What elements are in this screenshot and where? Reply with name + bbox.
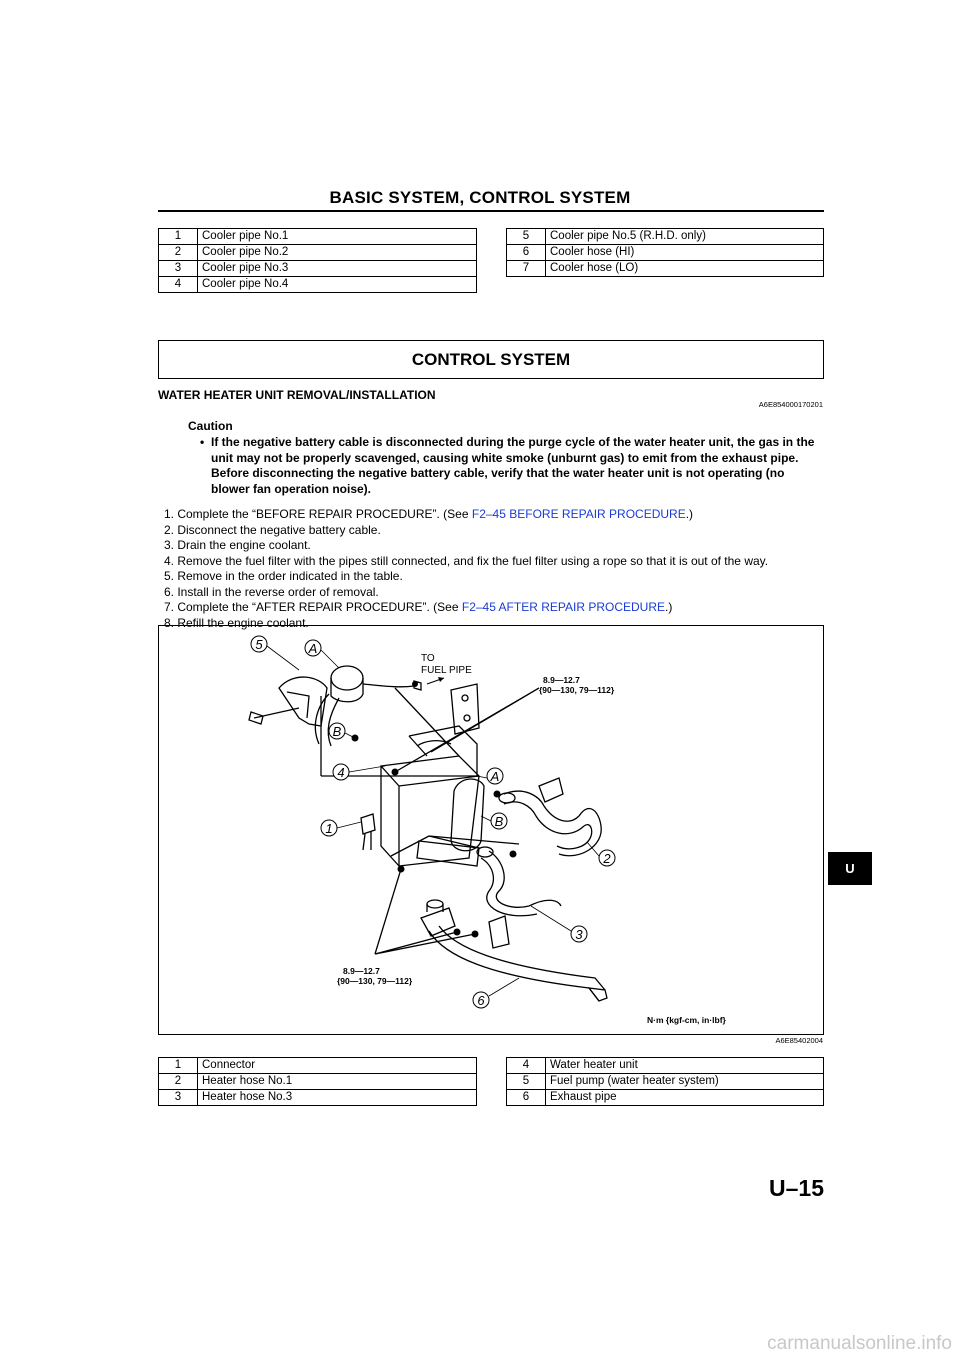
- table-cell-num: 5: [507, 1074, 546, 1090]
- table-cell-num: 5: [507, 229, 546, 245]
- table-row: [159, 1090, 477, 1106]
- table-cell-num: 1: [159, 1058, 198, 1074]
- torque-bottom-1: 8.9—12.7: [343, 966, 380, 976]
- table-row: [507, 1074, 824, 1090]
- table-cell-name: Heater hose No.3: [198, 1090, 477, 1106]
- page-header-title: BASIC SYSTEM, CONTROL SYSTEM: [329, 188, 631, 207]
- table-cell-name: Exhaust pipe: [546, 1090, 824, 1106]
- table-cell-name: Cooler hose (HI): [546, 245, 824, 261]
- table-cell-name: Water heater unit: [546, 1058, 824, 1074]
- units-label: N·m {kgf-cm, in·lbf}: [647, 1015, 726, 1025]
- page-number: U–15: [769, 1175, 824, 1201]
- table-cell-num: 6: [507, 1090, 546, 1106]
- section-side-tab: U: [828, 852, 872, 885]
- callout-B-left: [329, 723, 345, 739]
- link-before-repair[interactable]: F2–45 BEFORE REPAIR PROCEDURE: [471, 507, 686, 521]
- svg-text:A: A: [490, 769, 500, 784]
- table-cell-num: 4: [159, 277, 198, 293]
- callout-5: [251, 636, 267, 652]
- fuel-pump: [331, 666, 363, 690]
- parts-table-top-left: [158, 228, 477, 293]
- table-cell-name: Heater hose No.1: [198, 1074, 477, 1090]
- table-cell-name: Cooler pipe No.1: [198, 229, 477, 245]
- fuel-pump-bracket: [279, 677, 327, 726]
- callout-3: [571, 926, 587, 942]
- water-heater-diagram: [159, 626, 823, 1034]
- list-item: 7. Complete the “AFTER REPAIR PROCEDURE”. (See F2–45 AFTER REPAIR PROCEDURE.): [164, 600, 673, 614]
- svg-text:6: 6: [477, 993, 485, 1008]
- table-row: [159, 261, 477, 277]
- svg-text:1: 1: [325, 821, 333, 836]
- bullet: •: [200, 435, 205, 449]
- procedure-steps: [164, 507, 824, 631]
- callout-B-right: [491, 813, 507, 829]
- caution-heading: Caution: [188, 419, 233, 433]
- svg-text:B: B: [494, 814, 504, 829]
- table-row: [507, 261, 824, 277]
- heater-hose-no1: [504, 791, 579, 821]
- table-cell-name: Cooler pipe No.3: [198, 261, 477, 277]
- list-item: 2. Disconnect the negative battery cable.: [164, 522, 381, 537]
- parts-table-bottom-left: [158, 1057, 477, 1106]
- svg-text:5: 5: [255, 637, 263, 652]
- figure-code: A6E85402004: [775, 1036, 823, 1045]
- section-banner: CONTROL SYSTEM: [158, 340, 824, 379]
- list-item: 6. Install in the reverse order of removal.: [164, 584, 379, 599]
- callout-4: [333, 764, 349, 780]
- parts-table-top-right: [506, 228, 824, 277]
- table-cell-num: 3: [159, 1090, 198, 1106]
- svg-text:2: 2: [603, 851, 611, 866]
- list-item: 5. Remove in the order indicated in the table.: [164, 569, 403, 583]
- table-row: [507, 1090, 824, 1106]
- callout-6: [473, 992, 489, 1008]
- list-item: 1. Complete the “BEFORE REPAIR PROCEDURE”. (See F2–45 BEFORE REPAIR PROCEDURE.): [164, 507, 694, 521]
- link-after-repair[interactable]: F2–45 AFTER REPAIR PROCEDURE: [461, 600, 666, 614]
- table-cell-name: Cooler hose (LO): [546, 261, 824, 277]
- table-cell-name: Cooler pipe No.2: [198, 245, 477, 261]
- callout-1: [321, 820, 337, 836]
- callout-A-right: [487, 768, 503, 784]
- table-row: [507, 245, 824, 261]
- table-cell-num: 6: [507, 245, 546, 261]
- torque-top-2: {90—130, 79—112}: [539, 685, 615, 695]
- table-cell-num: 7: [507, 261, 546, 277]
- to-fuel-pipe-label-1: TO: [421, 653, 435, 664]
- heater-hose-no3: [489, 851, 529, 907]
- header-rule: [158, 210, 824, 212]
- to-fuel-pipe-label-2: FUEL PIPE: [421, 665, 472, 676]
- table-cell-name: Connector: [198, 1058, 477, 1074]
- exploded-view-figure: [158, 625, 824, 1035]
- section-code: A6E854000170201: [758, 400, 823, 409]
- list-item: 8. Refill the engine coolant.: [164, 615, 309, 630]
- table-cell-num: 4: [507, 1058, 546, 1074]
- table-row: [507, 229, 824, 245]
- svg-text:4: 4: [337, 765, 345, 780]
- torque-top-1: 8.9—12.7: [543, 675, 580, 685]
- table-row: [159, 1058, 477, 1074]
- parts-table-bottom-right: [506, 1057, 824, 1106]
- svg-text:3: 3: [575, 927, 583, 942]
- table-cell-num: 2: [159, 245, 198, 261]
- table-cell-name: Cooler pipe No.5 (R.H.D. only): [546, 229, 824, 245]
- table-cell-name: Cooler pipe No.4: [198, 277, 477, 293]
- caution-body: [200, 435, 822, 497]
- svg-text:B: B: [332, 724, 342, 739]
- table-row: [159, 229, 477, 245]
- watermark: carmanualsonline.info: [767, 1333, 952, 1354]
- table-row: [159, 245, 477, 261]
- table-cell-num: 3: [159, 261, 198, 277]
- table-row: [507, 1058, 824, 1074]
- table-cell-num: 1: [159, 229, 198, 245]
- svg-text:A: A: [308, 641, 318, 656]
- section-title: WATER HEATER UNIT REMOVAL/INSTALLATION: [158, 388, 436, 402]
- caution-text: If the negative battery cable is disconnected during the purge cycle of the water heater unit, the gas in the unit may not be properly scavenged, causing white smoke (unburnt gas) to emit from the exhaust pipe. Before disconnecting the negative battery cable, verify that the water heater unit is not operating (no blower fan operation noise).: [211, 435, 815, 496]
- list-item: 3. Drain the engine coolant.: [164, 538, 311, 552]
- torque-bottom-2: {90—130, 79—112}: [337, 976, 413, 986]
- table-cell-num: 2: [159, 1074, 198, 1090]
- list-item: 4. Remove the fuel filter with the pipes still connected, and fix the fuel filter using a rope so that it is out of the way.: [164, 553, 769, 568]
- table-row: [159, 1074, 477, 1090]
- exhaust-pipe: [429, 931, 599, 1001]
- table-row: [159, 277, 477, 293]
- callout-A-top: [305, 640, 321, 656]
- connector: [361, 814, 375, 834]
- table-cell-name: Fuel pump (water heater system): [546, 1074, 824, 1090]
- callout-2: [599, 850, 615, 866]
